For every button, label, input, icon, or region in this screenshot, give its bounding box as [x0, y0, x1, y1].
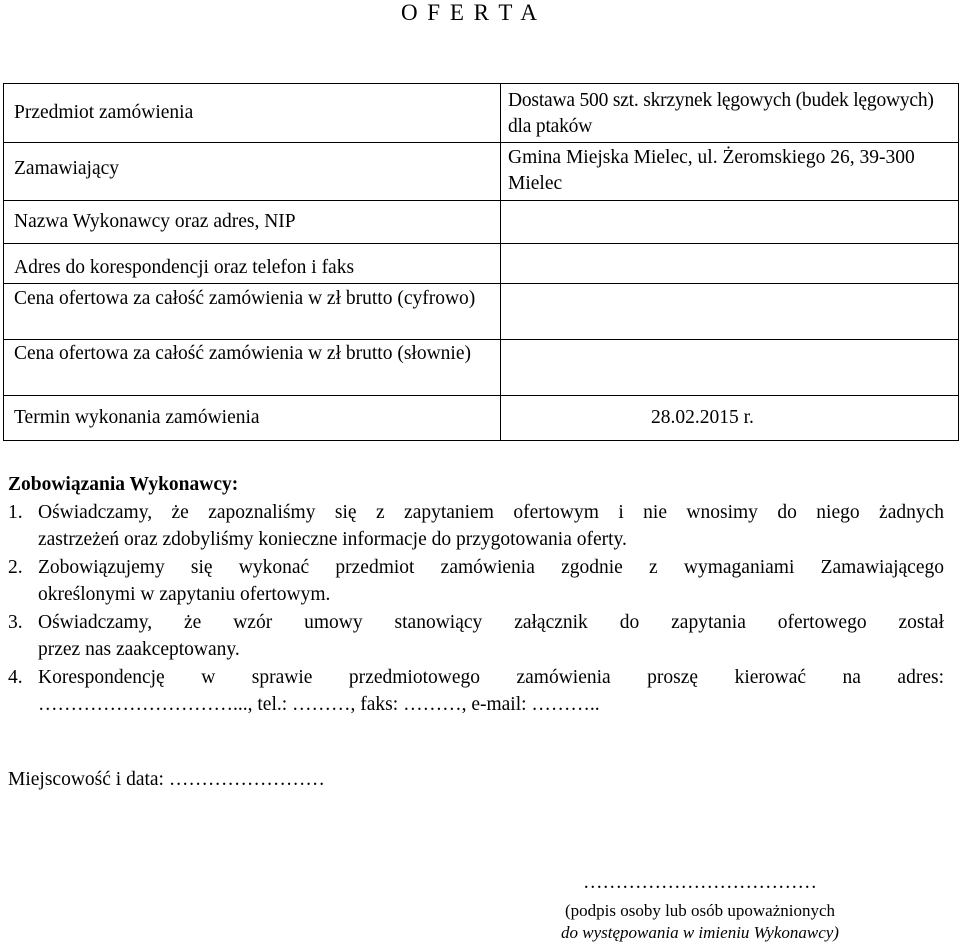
table-row	[4, 143, 959, 201]
item-text-line: przez nas zaakceptowany.	[38, 639, 240, 660]
obligations-heading: Zobowiązania Wykonawcy:	[8, 474, 239, 495]
item-text-line: …………………………..., tel.: ………, faks: ………, e-mail: ………..	[38, 694, 600, 715]
row-value-subject	[501, 84, 959, 143]
signature-line: ………………………………	[583, 872, 817, 893]
signature-block	[500, 872, 900, 944]
place-date-label: Miejscowość i data:	[8, 769, 164, 790]
place-and-date	[8, 767, 325, 793]
row-value-deadline: 28.02.2015 r.	[501, 396, 959, 441]
table-row	[4, 396, 959, 441]
item-number: 4.	[8, 667, 23, 688]
item-number: 3.	[8, 612, 23, 633]
item-text-line: Zobowiązujemy się wykonać przedmiot zamówienia zgodnie z wymaganiami Zamawiającego	[38, 557, 944, 578]
signature-caption-2: do występowania w imieniu Wykonawcy)	[561, 923, 839, 942]
row-label-correspondence: Adres do korespondencji oraz telefon i faks	[4, 244, 501, 284]
row-label-subject: Przedmiot zamówienia	[4, 84, 501, 143]
item-text-line: określonymi w zapytaniu ofertowym.	[38, 584, 331, 605]
document-title: O F E R T A	[400, 0, 540, 25]
table-row	[4, 84, 959, 143]
item-text-line: zastrzeżeń oraz zdobyliśmy konieczne informacje do przygotowania oferty.	[38, 529, 627, 550]
row-label-deadline: Termin wykonania zamówienia	[4, 396, 501, 441]
table-row	[4, 201, 959, 244]
place-date-dots: ……………………	[168, 769, 325, 790]
item-text-line: Oświadczamy, że zapoznaliśmy się z zapytaniem ofertowym i nie wnosimy do niego żadnych	[38, 502, 944, 523]
offer-table	[3, 83, 959, 441]
obligations-list	[8, 499, 944, 718]
row-value-correspondence	[501, 244, 959, 284]
list-item	[8, 609, 944, 663]
row-label-contractor: Nazwa Wykonawcy oraz adres, NIP	[4, 201, 501, 244]
row-value-ordering-party: Gmina Miejska Mielec, ul. Żeromskiego 26, 39-300 Mielec	[501, 143, 959, 201]
row-label-price-digits: Cena ofertowa za całość zamówienia w zł brutto (cyfrowo)	[4, 284, 501, 340]
item-text-line: Oświadczamy, że wzór umowy stanowiący załącznik do zapytania ofertowego został	[38, 612, 944, 633]
table-row	[4, 284, 959, 340]
row-label-ordering-party: Zamawiający	[4, 143, 501, 201]
row-label-price-words: Cena ofertowa za całość zamówienia w zł brutto (słownie)	[4, 340, 501, 396]
item-number: 1.	[8, 502, 23, 523]
row-value-price-words	[501, 340, 959, 396]
list-item	[8, 664, 944, 718]
item-number: 2.	[8, 557, 23, 578]
table-row	[4, 244, 959, 284]
row-value-contractor	[501, 201, 959, 244]
subject-text: Dostawa 500 szt. skrzynek lęgowych (budek lęgowych) dla ptaków	[508, 90, 934, 137]
row-value-price-digits	[501, 284, 959, 340]
signature-caption-1: (podpis osoby lub osób upoważnionych	[564, 901, 836, 920]
list-item	[8, 499, 944, 553]
table-row	[4, 340, 959, 396]
item-text-line: Korespondencję w sprawie przedmiotowego zamówienia proszę kierować na adres:	[38, 667, 944, 688]
list-item	[8, 554, 944, 608]
